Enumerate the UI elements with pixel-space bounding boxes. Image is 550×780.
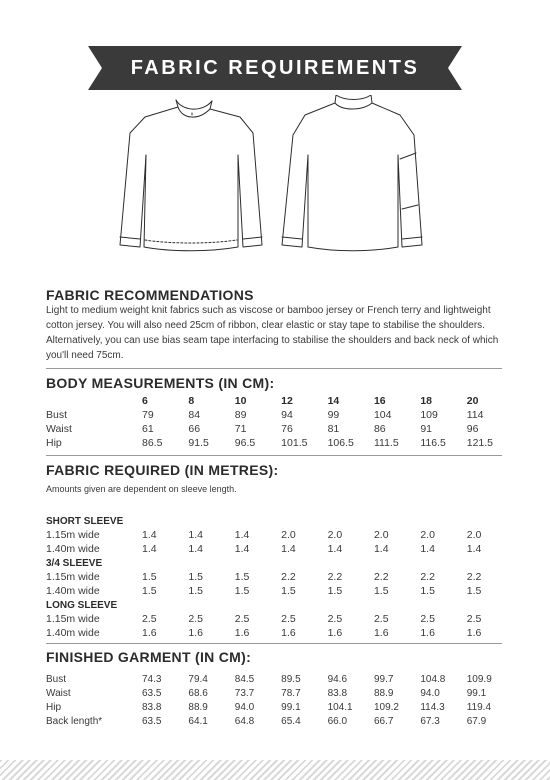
table-cell: 88.9 [373,687,394,699]
table-cell: 89 [234,409,247,421]
table-cell: 114 [466,409,484,421]
table-row [46,408,513,422]
table-cell: 83.8 [142,701,162,713]
table-cell: 1.5 [188,585,203,597]
table-cell: 104 [373,409,392,421]
table-row [46,584,513,598]
table-cell: 106.5 [327,437,354,449]
table-cell: 1.4 [142,543,157,555]
table-row [46,714,513,728]
table-cell: 1.5 [466,585,482,597]
row-label: 1.40m wide [46,543,100,555]
row-label: 1.15m wide [46,529,100,541]
table-cell: 86 [373,423,386,435]
table-row [46,422,513,436]
front-view-illustration [120,100,262,251]
table-cell: 1.5 [373,585,389,597]
table-cell: 63.5 [142,715,162,727]
table-cell: 96.5 [234,437,256,449]
row-label: Waist [46,423,72,435]
table-cell: 2.0 [420,529,435,541]
row-label: Hip [46,437,62,449]
table-cell: 81 [327,423,340,435]
table-cell: 91 [420,423,433,435]
table-cell: 67.9 [466,715,487,727]
table-cell: 1.6 [188,627,203,639]
table-cell: 2.2 [373,571,389,583]
table-cell: 66 [188,423,201,435]
table-cell: 94.0 [420,687,440,699]
table-cell: 1.6 [327,627,343,639]
finished-garment-table [46,672,513,728]
table-row [46,542,513,556]
table-cell: 1.6 [281,627,296,639]
table-cell: 2.5 [188,613,203,625]
group-heading-long-sleeve: LONG SLEEVE [46,599,118,611]
table-cell: 1.4 [420,543,435,555]
table-cell: 1.5 [281,585,296,597]
table-row [46,672,513,686]
table-row [46,570,513,584]
fabric-required-heading: FABRIC REQUIRED (IN METRES): [46,462,279,478]
table-cell: 121.5 [466,437,494,449]
table-cell: 91.5 [188,437,209,449]
divider [46,368,502,369]
size-header: 14 [327,394,340,407]
table-row [46,436,513,450]
table-cell: 2.2 [281,571,296,583]
table-cell: 71 [234,423,247,435]
row-label: Back length* [46,715,103,727]
finished-garment-heading: FINISHED GARMENT (IN CM): [46,649,252,665]
table-row [46,700,513,714]
table-cell: 79 [142,409,154,421]
table-cell: 1.5 [420,585,435,597]
table-cell: 61 [142,423,154,435]
table-cell: 1.4 [188,529,203,541]
size-header: 20 [466,394,479,407]
table-cell: 114.3 [420,701,445,713]
table-cell: 1.6 [234,627,250,639]
size-header: 8 [188,394,195,407]
table-cell: 1.4 [188,543,203,555]
size-header: 12 [281,394,293,407]
table-cell: 1.5 [234,585,250,597]
recommendations-heading: FABRIC RECOMMENDATIONS [46,287,254,303]
row-label: Bust [46,409,68,421]
table-cell: 88.9 [188,701,208,713]
table-cell: 66.0 [327,715,348,727]
size-header: 18 [420,394,433,407]
table-cell: 1.5 [142,571,157,583]
table-cell: 99.1 [466,687,487,699]
table-cell: 1.6 [142,627,157,639]
garment-illustrations [110,95,440,265]
table-cell: 1.5 [188,571,203,583]
size-header: 16 [373,394,386,407]
table-cell: 1.5 [327,585,343,597]
table-cell: 94 [281,409,293,421]
table-cell: 84 [188,409,201,421]
row-label: Hip [46,701,62,713]
table-cell: 66.7 [373,715,394,727]
table-row [46,528,513,542]
table-cell: 1.4 [234,529,250,541]
table-cell: 89.5 [281,673,301,685]
table-cell: 99 [327,409,340,421]
table-cell: 2.2 [327,571,343,583]
table-cell: 2.0 [373,529,389,541]
table-cell: 2.0 [466,529,482,541]
table-cell: 1.6 [420,627,435,639]
table-cell: 86.5 [142,437,163,449]
table-cell: 1.4 [373,543,389,555]
table-cell: 116.5 [420,437,446,449]
table-cell: 79.4 [188,673,208,685]
table-cell: 76 [281,423,293,435]
table-cell: 1.5 [234,571,250,583]
table-cell: 1.4 [234,543,250,555]
table-cell: 83.8 [327,687,348,699]
table-row [46,686,513,700]
table-cell: 99.7 [373,673,394,685]
row-label: 1.40m wide [46,585,100,597]
table-cell: 104.1 [327,701,353,713]
table-cell: 99.1 [281,701,301,713]
table-cell: 2.5 [373,613,389,625]
row-label: Waist [46,687,71,699]
divider [46,643,502,644]
back-view-illustration [282,95,422,251]
table-cell: 78.7 [281,687,301,699]
table-cell: 2.2 [420,571,435,583]
row-label: 1.40m wide [46,627,100,639]
size-header: 10 [234,394,247,407]
table-cell: 73.7 [234,687,255,699]
table-cell: 2.5 [420,613,435,625]
page-title: FABRIC REQUIREMENTS [130,57,420,79]
table-cell: 2.5 [281,613,296,625]
table-cell: 67.3 [420,715,440,727]
table-cell: 1.4 [142,529,157,541]
table-cell: 104.8 [420,673,446,685]
table-cell: 94.0 [234,701,255,713]
size-header: 6 [142,394,148,407]
table-cell: 64.1 [188,715,208,727]
table-cell: 68.6 [188,687,208,699]
table-cell: 2.0 [327,529,343,541]
table-cell: 64.8 [234,715,255,727]
table-cell: 101.5 [281,437,308,449]
divider [46,455,502,456]
title-banner [88,46,462,90]
body-measurements-heading: BODY MEASUREMENTS (IN CM): [46,375,275,391]
table-cell: 109 [420,409,438,421]
table-cell: 119.4 [466,701,492,713]
group-heading-short-sleeve: SHORT SLEEVE [46,515,124,527]
recommendations-text: Light to medium weight knit fabrics such as viscose or bamboo jersey or French terry and lightweight cotton jersey. You will also need 25cm of ribbon, clear elastic or stay tape to stabilise the shoulders. Alternatively, you can use bias seam tape interfacing to stabilise the shoulders and back neck of which you'll need 75cm. [46,305,499,361]
fabric-required-note: Amounts given are dependent on sleeve length. [46,484,237,494]
table-cell: 2.2 [466,571,482,583]
row-label: 1.15m wide [46,613,100,625]
table-row [46,612,513,626]
body-measurements-table [46,393,513,450]
table-cell: 2.0 [281,529,296,541]
table-cell: 109.2 [373,701,399,713]
table-cell: 96 [466,423,479,435]
fabric-required-table [46,514,513,640]
table-cell: 1.4 [327,543,343,555]
table-cell: 63.5 [142,687,162,699]
decorative-stripe-border [0,760,550,780]
table-cell: 1.4 [281,543,296,555]
table-cell: 2.5 [234,613,250,625]
table-cell: 84.5 [234,673,255,685]
table-cell: 94.6 [327,673,348,685]
row-label: Bust [46,673,67,685]
table-cell: 1.5 [142,585,157,597]
table-row [46,626,513,640]
table-cell: 2.5 [142,613,157,625]
table-cell: 74.3 [142,673,162,685]
group-heading-three-quarter-sleeve: 3/4 SLEEVE [46,557,103,569]
row-label: 1.15m wide [46,571,100,583]
table-cell: 109.9 [466,673,492,685]
table-cell: 2.5 [327,613,343,625]
table-cell: 2.5 [466,613,482,625]
table-cell: 1.4 [466,543,482,555]
table-cell: 1.6 [373,627,389,639]
table-cell: 65.4 [281,715,301,727]
table-cell: 1.6 [466,627,482,639]
table-cell: 111.5 [373,437,399,449]
